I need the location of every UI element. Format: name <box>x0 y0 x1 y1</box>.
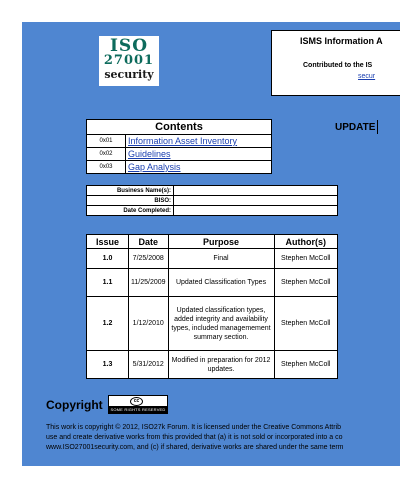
issue-row <box>87 249 338 269</box>
link-gap-analysis[interactable]: Gap Analysis <box>128 162 181 172</box>
date-completed-row <box>87 206 338 216</box>
business-name-label: Business Name(s): <box>87 186 174 196</box>
issue-row <box>87 351 338 379</box>
contents-row <box>87 148 272 161</box>
issue-purpose: Updated classification types, added integrity and availability types, included managemement summary section. <box>168 297 274 351</box>
purpose-col-header: Purpose <box>168 235 274 249</box>
issue-date: 7/25/2008 <box>129 249 169 269</box>
issue-date: 1/12/2010 <box>129 297 169 351</box>
contents-num: 0x01 <box>87 135 126 148</box>
issue-author: Stephen McColl <box>274 249 337 269</box>
issue-purpose: Modified in preparation for 2012 updates. <box>168 351 274 379</box>
cc-logo-icon: cc <box>130 397 143 406</box>
logo-line1: ISO <box>109 36 149 56</box>
issue-author: Stephen McColl <box>274 351 337 379</box>
license-line: use and create derivative works from this provided that (a) it is not sold or incorporated into a co <box>46 434 343 441</box>
business-name-field[interactable] <box>174 186 338 196</box>
info-box-title: ISMS Information A <box>300 36 383 46</box>
biso-label: BISO: <box>87 196 174 206</box>
issue-number: 1.0 <box>87 249 129 269</box>
license-text <box>46 423 400 453</box>
cell-cursor <box>377 120 378 134</box>
issue-date: 5/31/2012 <box>129 351 169 379</box>
logo-line2: 27001 <box>103 53 155 68</box>
info-box-link[interactable]: secur <box>358 73 376 80</box>
issue-purpose: Updated Classification Types <box>168 269 274 297</box>
contents-row <box>87 161 272 174</box>
contents-table <box>86 119 272 174</box>
logo-line3: security <box>104 68 154 81</box>
link-guidelines[interactable]: Guidelines <box>128 149 171 159</box>
contents-row <box>87 135 272 148</box>
contents-header: Contents <box>87 120 272 135</box>
copyright-label: Copyright <box>46 398 103 412</box>
contents-num: 0x03 <box>87 161 126 174</box>
issue-number: 1.3 <box>87 351 129 379</box>
issue-author: Stephen McColl <box>274 269 337 297</box>
issue-author: Stephen McColl <box>274 297 337 351</box>
date-completed-label: Date Completed: <box>87 206 174 216</box>
issue-row <box>87 269 338 297</box>
creative-commons-badge[interactable] <box>108 395 168 414</box>
link-information-asset-inventory[interactable]: Information Asset Inventory <box>128 136 238 146</box>
date-col-header: Date <box>129 235 169 249</box>
business-info-table <box>86 185 338 216</box>
issue-row <box>87 297 338 351</box>
issue-number: 1.2 <box>87 297 129 351</box>
isms-info-box <box>271 30 400 96</box>
update-label: UPDATE <box>335 122 376 133</box>
issue-col-header: Issue <box>87 235 129 249</box>
iso27001-security-logo <box>99 36 159 86</box>
business-name-row <box>87 186 338 196</box>
biso-row <box>87 196 338 206</box>
biso-field[interactable] <box>174 196 338 206</box>
issue-number: 1.1 <box>87 269 129 297</box>
cc-badge-text: SOME RIGHTS RESERVED <box>110 407 166 412</box>
info-box-contributed: Contributed to the IS <box>303 62 373 69</box>
contents-num: 0x02 <box>87 148 126 161</box>
issue-history-table <box>86 234 338 379</box>
issue-date: 11/25/2009 <box>129 269 169 297</box>
date-completed-field[interactable] <box>174 206 338 216</box>
license-line: www.ISO27001security.com, and (c) if shared, derivative works are shared under the same term <box>46 444 344 451</box>
issue-header-row <box>87 235 338 249</box>
issue-purpose: Final <box>168 249 274 269</box>
authors-col-header: Author(s) <box>274 235 337 249</box>
license-line: This work is copyright © 2012, ISO27k Forum. It is licensed under the Creative Commons Attrib <box>46 424 341 431</box>
